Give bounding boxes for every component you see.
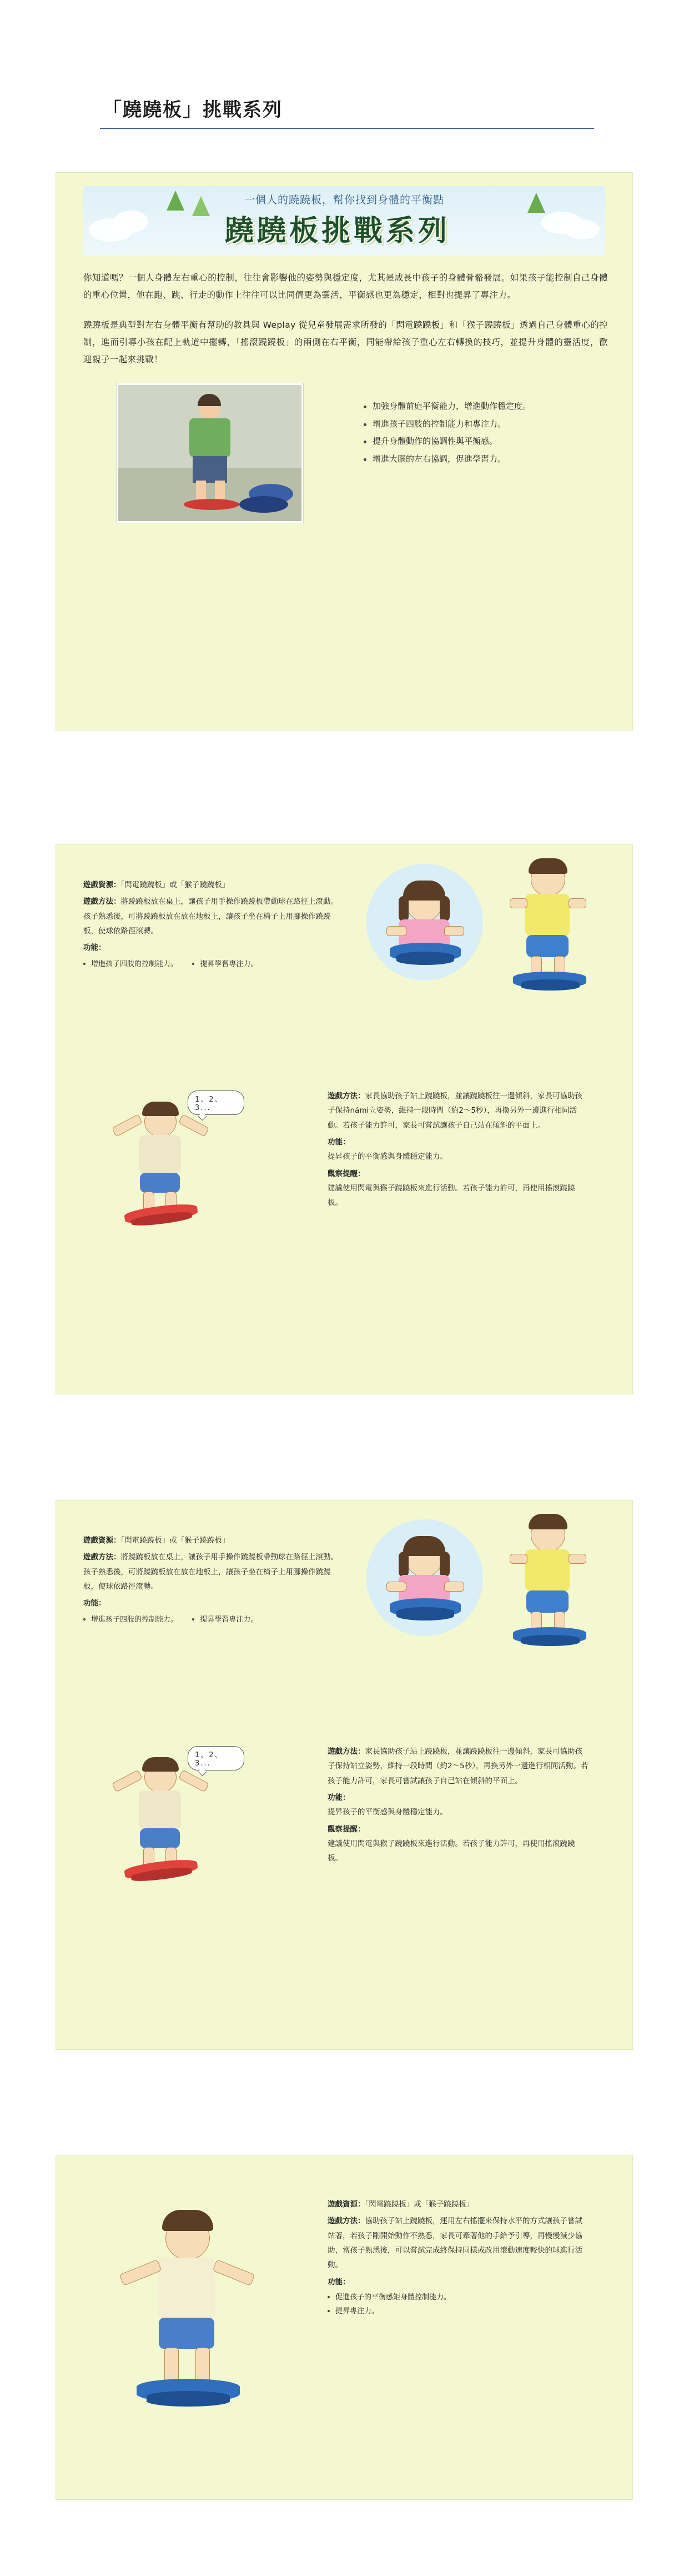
figure-hair: [142, 1102, 179, 1116]
activity-2-method-label: 遊戲方法：: [328, 1092, 365, 1101]
activity-4-text: [328, 1744, 589, 1866]
tree-icon: [192, 196, 210, 216]
activity-2-caution-label: 觀察提醒：: [328, 1169, 365, 1178]
activity-1-function-label: 功能：: [83, 943, 106, 953]
activity-4-function-text: 提昇孩子的平衡感與身體穩定能力。: [328, 1808, 447, 1817]
activity-1-method-label: 遊戲方法：: [83, 897, 121, 907]
figure-shorts: [159, 2318, 214, 2349]
figure-torso: [158, 2258, 215, 2319]
list-item: 提昇專注力。: [328, 2304, 589, 2318]
figure-hair: [529, 1514, 567, 1529]
seesaw-board-base: [396, 1607, 454, 1620]
activity-4-method-label: 遊戲方法：: [328, 1747, 365, 1756]
activity-4-caution-text: 建議使用閃電與猴子蹺蹺板來進行活動。若孩子能力許可，再使用搖滾蹺蹺板。: [328, 1839, 575, 1863]
header-divider: [100, 128, 594, 129]
activity-3-method-label: 遊戲方法：: [83, 1553, 121, 1562]
figure-shorts: [140, 1828, 180, 1848]
figure-hair-side: [399, 896, 409, 922]
speech-bubble: 1、2、3...: [188, 1091, 244, 1115]
list-item: 增進孩子四肢的控制能力和專注力。: [364, 416, 608, 433]
activity-3-function-label: 功能：: [83, 1599, 106, 1608]
figure-arm-left: [510, 898, 527, 908]
figure-torso: [525, 1549, 570, 1592]
activity-2-function-text: 提昇孩子的平衡感與身體穩定能力。: [328, 1152, 447, 1162]
figure-arm-left: [119, 2259, 162, 2286]
activity-2-function-label: 功能：: [328, 1137, 350, 1147]
intro-paragraph-2: 蹺蹺板是典型對左右身體平衡有幫助的教具與 Weplay 從兒童發展需求所發的「閃電蹺蹺板」和「猴子蹺蹺板」透過自己身體重心的控制，進而引導小孩在配上軌道中擺轉，「搖滾蹺蹺板」的兩側在右平衡，同能帶給孩子重心左右轉換的技巧，並提升身體的靈活度，歡迎親子一起來挑戰！: [83, 320, 608, 364]
activity-5-method-label: 遊戲方法：: [328, 2217, 365, 2226]
activity-1-method-text: 將蹺蹺板放在桌上，讓孩子用手操作蹺蹺板帶動球在路徑上滾動。孩子熟悉後，可將蹺蹺板放在放在地板上，讓孩子坐在椅子上用腳操作蹺蹺板，使球依路徑滾轉。: [83, 897, 338, 936]
activity-1-text: [83, 878, 344, 971]
activity-5-illustration: [100, 2183, 283, 2461]
figure-arm-left: [386, 926, 406, 936]
list-item: 加強身體前庭平衡能力，增進動作穩定度。: [364, 398, 608, 416]
figure-arm-right: [213, 2259, 255, 2286]
figure-arm-left: [112, 1114, 143, 1137]
figure-hair: [403, 1536, 445, 1556]
photo-red-seesaw-board: [184, 499, 239, 510]
figure-torso: [139, 1790, 181, 1829]
figure-shorts: [526, 935, 569, 957]
figure-shorts: [140, 1173, 180, 1193]
figure-hair-side: [399, 1552, 409, 1577]
list-item: 提昇學習專注力。: [192, 957, 258, 971]
cloud-icon: [114, 211, 148, 233]
activity-3-method-text: 將蹺蹺板放在桌上，讓孩子用手操作蹺蹺板帶動球在路徑上滾動。孩子熟悉後，可將蹺蹺板放在放在地板上，讓孩子坐在椅子上用腳操作蹺蹺板，使球依路徑滾轉。: [83, 1553, 338, 1591]
photo-child-shorts: [193, 456, 227, 483]
figure-arm-right: [569, 1554, 586, 1564]
cloud-icon: [565, 219, 600, 239]
figure-shorts: [526, 1590, 569, 1613]
banner-tagline: 一個人的蹺蹺板，幫你找到身體的平衡點: [244, 194, 445, 206]
figure-hair: [162, 2210, 213, 2231]
figure-arm-right: [444, 1582, 464, 1592]
activity-5-method-text: 協助孩子站上蹺蹺板，運用左右搖擺來保持水平的方式讓孩子嘗試站著，若孩子剛開始動作不熟悉，家長可牽著他的手給予引導，再慢慢減少協助，當孩子熟悉後，可以嘗試完成終保持同樣或改用滾動速度較快的球進行活動。: [328, 2217, 582, 2270]
activity-5-function-list: [328, 2290, 589, 2319]
activity-1-resource-label: 遊戲資源：: [83, 881, 121, 889]
list-item: 提昇學習專注力。: [192, 1613, 258, 1627]
intro-paragraph-1: 你知道嗎？一個人身體左右重心的控制，往往會影響他的姿勢與穩定度，尤其是成長中孩子的身體骨骼發展。如果孩子能控制自己身體的重心位置，他在跑、跳、行走的動作上往往可以比同儕更為靈活，平衡感也更為穩定，相對也提昇了專注力。: [83, 273, 608, 300]
activity-3-resource-text: 「閃電蹺蹺板」或「猴子蹺蹺板」: [120, 1536, 230, 1545]
figure-torso: [139, 1135, 181, 1174]
tree-icon: [167, 191, 184, 211]
activity-1-illustration-boy: [494, 858, 605, 997]
activity-3-illustration-boy: [494, 1514, 605, 1653]
figure-hair-side: [440, 896, 450, 922]
document-header: [0, 89, 689, 133]
figure-arm-right: [444, 926, 464, 936]
activity-2-illustration: [83, 1081, 244, 1225]
activity-4-illustration: [83, 1736, 244, 1880]
list-item: 提升身體動作的協調性與平衡感。: [364, 433, 608, 451]
activity-1-illustration-girl: [366, 864, 483, 983]
activity-3-text: [83, 1533, 344, 1627]
figure-hair: [142, 1757, 179, 1772]
activity-4-caution-label: 觀察提醒：: [328, 1824, 365, 1834]
intro-benefits-list: [341, 398, 608, 468]
figure-arm-left: [386, 1582, 406, 1592]
figure-arm-left: [510, 1554, 527, 1564]
activity-2-caution-text: 建議使用閃電與猴子蹺蹺板來進行活動。若孩子能力許可，再使用搖滾蹺蹺板。: [328, 1183, 575, 1208]
activity-3-function-list: [83, 1612, 344, 1627]
seesaw-board-base: [521, 979, 580, 991]
seesaw-board-base: [521, 1635, 580, 1646]
activity-5-resource-text: 「閃電蹺蹺板」或「猴子蹺蹺板」: [365, 2200, 474, 2209]
figure-arm-left: [112, 1769, 143, 1792]
figure-arm-right: [569, 898, 586, 908]
activity-4-function-label: 功能：: [328, 1793, 350, 1802]
activity-5-resource-label: 遊戲資源：: [328, 2200, 365, 2209]
figure-hair: [403, 881, 445, 901]
list-item: 增進孩子四肢的控制能力。: [83, 1613, 178, 1627]
speech-bubble: 1、2、3...: [188, 1746, 244, 1770]
list-item: 促進孩子的平衡感矩身體控制能力。: [328, 2290, 589, 2304]
activity-5-text: [328, 2197, 589, 2319]
activity-2-method-text: 家長協助孩子站上蹺蹺板，並讓蹺蹺板往一邊傾斜，家長可協助孩子保持námi立姿勢，維持一段時間（約2～5秒），再換另外一邊進行相同活動。若孩子能力許可，家長可嘗試讓孩子自己站在傾斜的平面上。: [328, 1092, 582, 1130]
activity-4-method-text: 家長協助孩子站上蹺蹺板，並讓蹺蹺板往一邊傾斜，家長可協助孩子保持站立姿勢，維持一段時間（約2～5秒），再換另外一邊進行相同活動。若孩子能力許可，家長可嘗試讓孩子自己站在傾斜的平面上。: [328, 1747, 589, 1785]
page-title: 「蹺蹺板」挑戰系列: [103, 99, 283, 121]
intro-photo: [117, 383, 303, 523]
list-item: 增進大腦的左右協調，促進學習力。: [364, 451, 608, 468]
activity-1-function-list: [83, 957, 344, 971]
photo-blue-seesaw-board-2: [239, 496, 288, 513]
banner-title: 蹺蹺板挑戰系列: [225, 214, 451, 248]
activity-3-resource-label: 遊戲資源：: [83, 1536, 121, 1545]
tree-icon: [527, 193, 545, 213]
photo-child-shirt: [189, 418, 230, 457]
activity-2-text: [328, 1089, 589, 1211]
banner: [83, 186, 605, 256]
seesaw-board-base: [147, 2391, 230, 2407]
activity-3-illustration-girl: [366, 1519, 483, 1639]
figure-torso: [525, 894, 570, 936]
seesaw-board-base: [396, 952, 454, 965]
figure-hair: [529, 858, 567, 874]
figure-hair-side: [440, 1552, 450, 1577]
list-item: 增進孩子四肢的控制能力。: [83, 957, 178, 971]
activity-5-function-label: 功能：: [328, 2277, 350, 2287]
activity-1-resource-text: 「閃電蹺蹺板」或「猴子蹺蹺板」: [120, 881, 230, 889]
